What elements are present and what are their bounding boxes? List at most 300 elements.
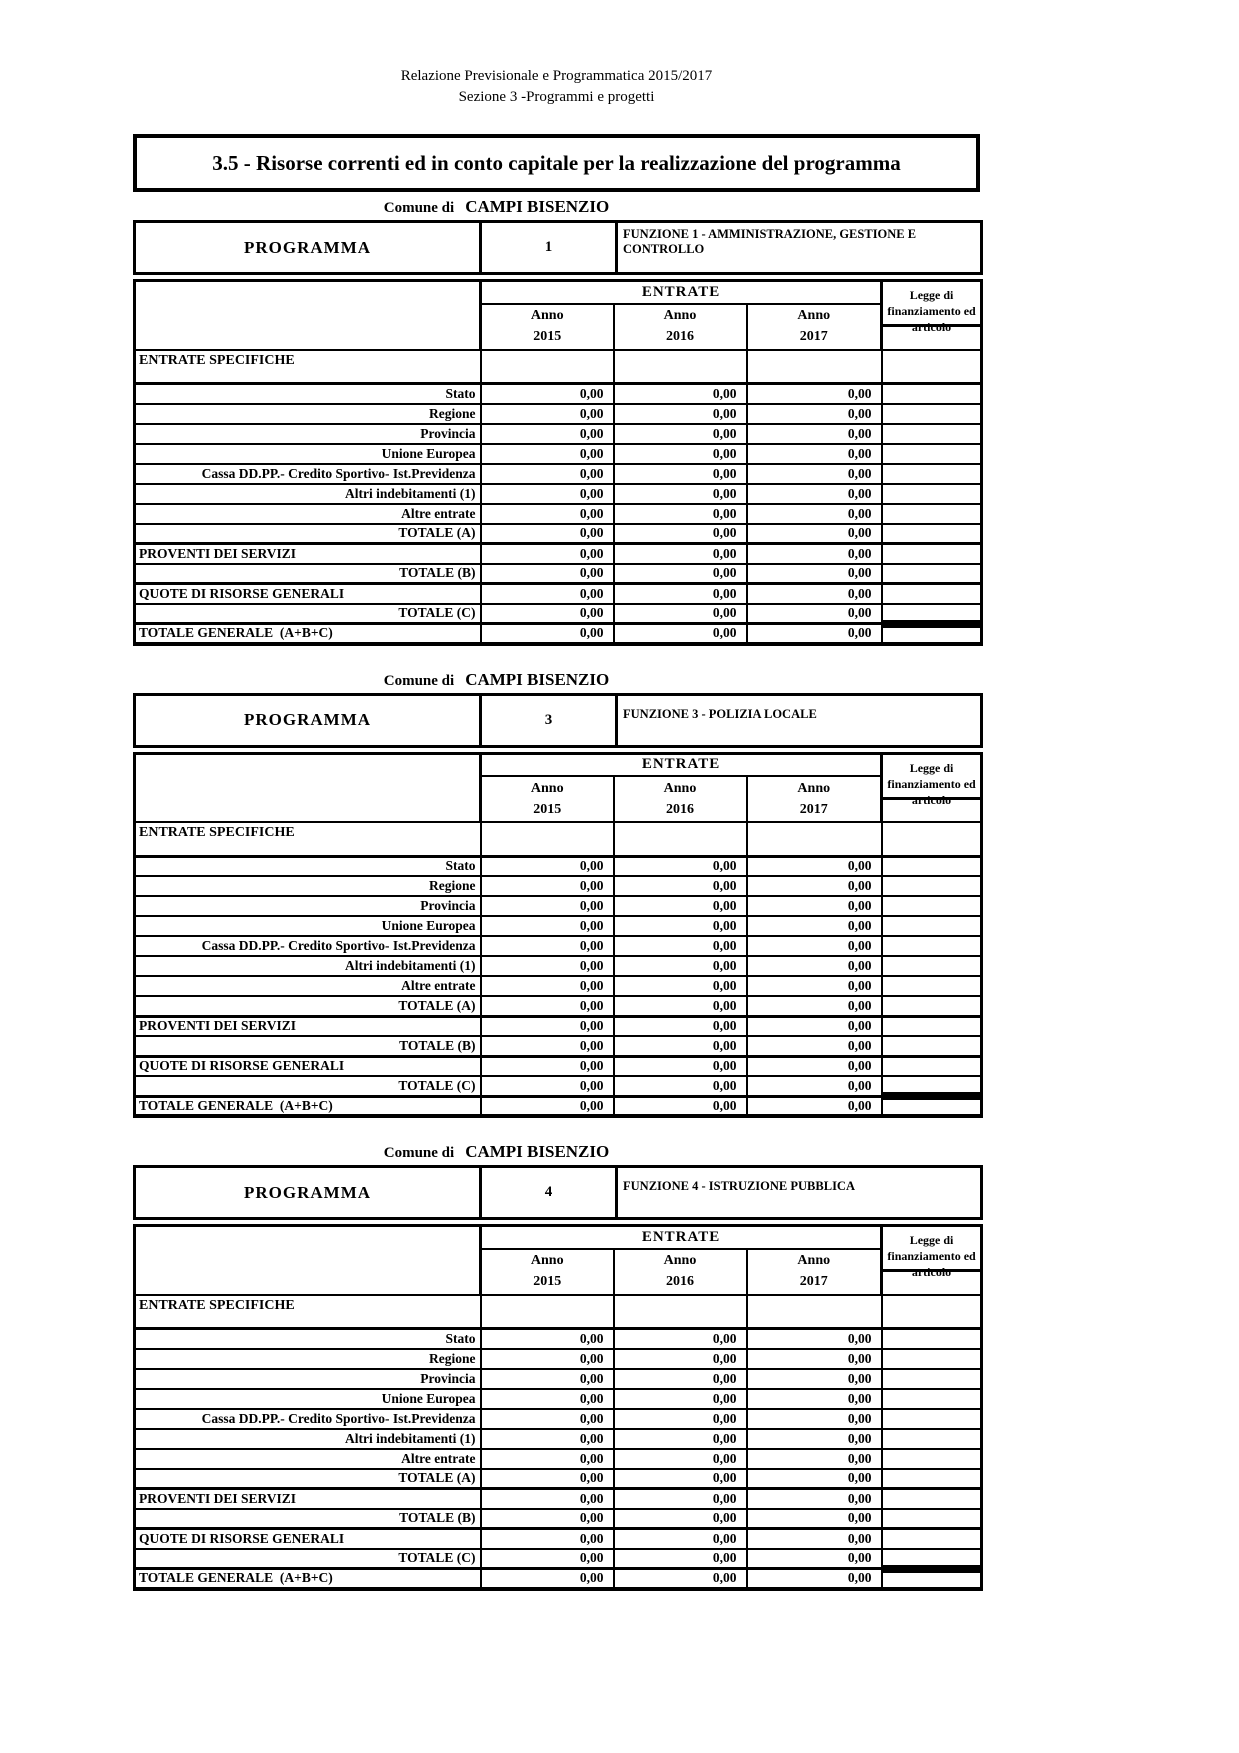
empty-cell [481,822,614,856]
section-title: 3.5 - Risorse correnti ed in conto capitale per la realizzazione del programma [212,150,901,175]
header-blank-cell [135,753,481,822]
value-2015: 0,00 [481,876,614,896]
empty-cell [882,350,982,384]
entrate-header: ENTRATE [481,753,882,776]
row-label: Stato [135,384,481,404]
programma-funzione: FUNZIONE 3 - POLIZIA LOCALE [617,694,982,746]
anno-year-1: 2015 [533,801,562,817]
value-2017: 0,00 [747,856,882,876]
value-2017: 0,00 [747,564,882,584]
value-2017: 0,00 [747,1489,882,1509]
value-2016: 0,00 [614,1056,747,1076]
programma-number: 4 [481,1167,617,1219]
legge-value-cell [882,604,982,624]
legge-value-cell [882,544,982,564]
value-2016: 0,00 [614,1509,747,1529]
empty-cell [481,350,614,384]
row-label: TOTALE (A) [135,524,481,544]
table-row [135,956,982,976]
anno-year-2: 2016 [666,1274,694,1289]
table-row [135,996,982,1016]
row-label: TOTALE GENERALE (A+B+C) [135,1096,481,1116]
entrate-table [133,279,983,646]
table-row [135,1469,982,1489]
entrate-specifiche-row [135,350,982,384]
anno-2015-header [481,776,614,822]
row-label: Cassa DD.PP.- Credito Sportivo- Ist.Previdenza [135,1409,481,1429]
value-2015: 0,00 [481,1096,614,1116]
legge-value-cell [882,1076,982,1096]
value-2016: 0,00 [614,1469,747,1489]
programma-label: PROGRAMMA [135,1167,481,1219]
value-2015: 0,00 [481,1036,614,1056]
value-2016: 0,00 [614,484,747,504]
table-row [135,876,982,896]
anno-year-2: 2016 [666,329,694,344]
programma-header-table [133,1165,983,1220]
row-label: Unione Europea [135,1389,481,1409]
anno-year-1: 2015 [533,329,562,344]
programma-header-table [133,220,983,275]
legge-value-cell [882,524,982,544]
value-2017: 0,00 [747,1429,882,1449]
document-header-line2: Sezione 3 -Programmi e progetti [458,89,655,105]
entrate-specifiche-label: ENTRATE SPECIFICHE [135,1295,481,1329]
entrate-specifiche-row [135,822,982,856]
legge-value-cell [882,504,982,524]
table-row [135,1349,982,1369]
header-blank-cell [135,281,481,350]
value-2017: 0,00 [747,1096,882,1116]
legge-value-cell [882,584,982,604]
row-label: TOTALE (A) [135,996,481,1016]
value-2015: 0,00 [481,484,614,504]
value-2017: 0,00 [747,384,882,404]
table-row [135,896,982,916]
row-label: TOTALE (C) [135,604,481,624]
value-2016: 0,00 [614,1409,747,1429]
value-2016: 0,00 [614,1096,747,1116]
entrate-header: ENTRATE [481,1226,882,1249]
table-row [135,936,982,956]
value-2015: 0,00 [481,584,614,604]
value-2016: 0,00 [614,1329,747,1349]
value-2015: 0,00 [481,996,614,1016]
table-row [135,1449,982,1469]
table-row [135,504,982,524]
table-row [135,544,982,564]
value-2017: 0,00 [747,484,882,504]
value-2017: 0,00 [747,424,882,444]
value-2015: 0,00 [481,1529,614,1549]
row-label: TOTALE (A) [135,1469,481,1489]
anno-2016-header [614,776,747,822]
value-2017: 0,00 [747,1329,882,1349]
legge-value-cell [882,1549,982,1569]
value-2017: 0,00 [747,1449,882,1469]
row-label: TOTALE GENERALE (A+B+C) [135,1569,481,1589]
page-content [133,0,980,1591]
legge-value-cell [882,856,982,876]
table-row [135,1369,982,1389]
value-2015: 0,00 [481,1329,614,1349]
programma-label: PROGRAMMA [135,694,481,746]
row-label: Altre entrate [135,504,481,524]
document-header [133,0,980,108]
programma-label: PROGRAMMA [135,222,481,274]
section-title-box [133,134,980,192]
legge-value-cell [882,404,982,424]
row-label: PROVENTI DEI SERVIZI [135,1016,481,1036]
legge-value-cell [882,1349,982,1369]
legge-value-cell [882,1409,982,1429]
value-2017: 0,00 [747,1036,882,1056]
value-2017: 0,00 [747,1016,882,1036]
program-section [133,670,980,1119]
table-row [135,524,982,544]
value-2016: 0,00 [614,1016,747,1036]
header-blank-cell [135,1226,481,1295]
row-label: QUOTE DI RISORSE GENERALI [135,1056,481,1076]
row-label: Regione [135,1349,481,1369]
value-2016: 0,00 [614,384,747,404]
value-2015: 0,00 [481,1016,614,1036]
legge-value-cell [882,1369,982,1389]
legge-value-cell [882,896,982,916]
value-2015: 0,00 [481,1449,614,1469]
legge-value-cell [882,1056,982,1076]
table-row [135,464,982,484]
legge-header-line2: articolo [911,1265,952,1279]
value-2017: 0,00 [747,976,882,996]
value-2016: 0,00 [614,856,747,876]
row-label: Regione [135,404,481,424]
legge-header-cell [882,753,982,822]
comune-value: CAMPI BISENZIO [465,1142,610,1161]
row-label: TOTALE (B) [135,1036,481,1056]
row-label: Provincia [135,424,481,444]
legge-header-line1: Legge di finanziamento ed [887,760,976,791]
table-row [135,1016,982,1036]
comune-label: Comune di [383,1145,455,1161]
value-2016: 0,00 [614,444,747,464]
legge-header-line1: Legge di finanziamento ed [887,1233,976,1263]
table-row [135,1389,982,1409]
entrate-specifiche-label: ENTRATE SPECIFICHE [135,822,481,856]
value-2016: 0,00 [614,404,747,424]
table-row [135,1056,982,1076]
value-2016: 0,00 [614,1036,747,1056]
legge-value-cell [882,956,982,976]
value-2015: 0,00 [481,564,614,584]
row-label: Altre entrate [135,1449,481,1469]
value-2017: 0,00 [747,996,882,1016]
value-2016: 0,00 [614,976,747,996]
anno-year-3: 2017 [799,329,828,344]
legge-value-cell [882,1036,982,1056]
anno-year-3: 2017 [799,801,828,817]
anno-label: Anno [530,308,564,323]
value-2015: 0,00 [481,1076,614,1096]
anno-year-2: 2016 [666,801,694,817]
row-label: QUOTE DI RISORSE GENERALI [135,584,481,604]
value-2015: 0,00 [481,384,614,404]
table-row [135,1569,982,1589]
anno-year-1: 2015 [533,1274,562,1289]
value-2017: 0,00 [747,1509,882,1529]
entrate-table [133,1224,983,1591]
value-2015: 0,00 [481,624,614,644]
table-row [135,1529,982,1549]
value-2016: 0,00 [614,876,747,896]
value-2015: 0,00 [481,1056,614,1076]
row-label: Altre entrate [135,976,481,996]
value-2016: 0,00 [614,1076,747,1096]
empty-cell [747,1295,882,1329]
table-row [135,444,982,464]
table-row [135,384,982,404]
value-2016: 0,00 [614,936,747,956]
row-label: TOTALE (B) [135,564,481,584]
row-label: TOTALE GENERALE (A+B+C) [135,624,481,644]
table-row [135,856,982,876]
anno-label: Anno [530,1253,564,1268]
value-2017: 0,00 [747,444,882,464]
value-2016: 0,00 [614,584,747,604]
value-2016: 0,00 [614,896,747,916]
anno-2016-header [614,1249,747,1295]
value-2016: 0,00 [614,524,747,544]
legge-value-cell [882,876,982,896]
row-label: TOTALE (B) [135,1509,481,1529]
anno-label: Anno [530,780,564,796]
programs-container [133,197,980,1591]
value-2017: 0,00 [747,1549,882,1569]
value-2015: 0,00 [481,504,614,524]
table-row [135,424,982,444]
value-2017: 0,00 [747,1389,882,1409]
program-section [133,1142,980,1591]
legge-value-cell [882,564,982,584]
empty-cell [882,1295,982,1329]
empty-cell [481,1295,614,1329]
value-2016: 0,00 [614,464,747,484]
value-2017: 0,00 [747,624,882,644]
row-label: Unione Europea [135,444,481,464]
value-2016: 0,00 [614,1429,747,1449]
value-2017: 0,00 [747,1469,882,1489]
legge-value-cell [882,1449,982,1469]
value-2017: 0,00 [747,524,882,544]
legge-header-text [883,1227,980,1279]
comune-line [133,1142,980,1165]
table-row [135,1489,982,1509]
anno-label: Anno [797,1253,831,1268]
legge-header-line2: articolo [911,792,952,807]
value-2015: 0,00 [481,1409,614,1429]
table-row [135,1096,982,1116]
legge-header-text [883,755,980,807]
programma-header-table [133,693,983,748]
value-2015: 0,00 [481,896,614,916]
value-2017: 0,00 [747,404,882,424]
empty-cell [747,822,882,856]
legge-header-line1: Legge di finanziamento ed [887,288,976,318]
legge-value-cell [882,1096,982,1116]
value-2017: 0,00 [747,604,882,624]
value-2015: 0,00 [481,976,614,996]
empty-cell [882,822,982,856]
comune-value: CAMPI BISENZIO [465,669,610,689]
row-label: Cassa DD.PP.- Credito Sportivo- Ist.Previdenza [135,936,481,956]
value-2016: 0,00 [614,1529,747,1549]
legge-header-text [883,282,980,334]
value-2015: 0,00 [481,1469,614,1489]
value-2016: 0,00 [614,996,747,1016]
legge-value-cell [882,484,982,504]
table-row [135,604,982,624]
value-2016: 0,00 [614,1449,747,1469]
table-rows [135,384,982,644]
value-2016: 0,00 [614,1389,747,1409]
anno-2016-header [614,304,747,350]
legge-value-cell [882,996,982,1016]
comune-line [133,670,980,693]
value-2015: 0,00 [481,404,614,424]
legge-value-cell [882,1509,982,1529]
value-2015: 0,00 [481,544,614,564]
value-2015: 0,00 [481,1509,614,1529]
value-2016: 0,00 [614,1369,747,1389]
anno-2017-header [747,1249,882,1295]
value-2015: 0,00 [481,856,614,876]
value-2016: 0,00 [614,624,747,644]
row-label: Provincia [135,896,481,916]
legge-header-cell [882,281,982,350]
table-row [135,404,982,424]
value-2015: 0,00 [481,524,614,544]
value-2017: 0,00 [747,1409,882,1429]
value-2017: 0,00 [747,584,882,604]
document-header-line1: Relazione Previsionale e Programmatica 2015/2017 [400,68,713,84]
legge-value-cell [882,1329,982,1349]
row-label: Altri indebitamenti (1) [135,484,481,504]
programma-number: 1 [481,222,617,274]
legge-header-line2: articolo [911,320,952,334]
value-2016: 0,00 [614,1549,747,1569]
programma-funzione: FUNZIONE 1 - AMMINISTRAZIONE, GESTIONE E CONTROLLO [617,222,982,274]
legge-value-cell [882,624,982,644]
anno-2017-header [747,304,882,350]
entrate-table [133,752,983,1119]
anno-label: Anno [797,308,831,323]
table-row [135,624,982,644]
row-label: QUOTE DI RISORSE GENERALI [135,1529,481,1549]
value-2017: 0,00 [747,504,882,524]
value-2015: 0,00 [481,1549,614,1569]
value-2017: 0,00 [747,1569,882,1589]
value-2017: 0,00 [747,956,882,976]
legge-value-cell [882,1389,982,1409]
anno-2017-header [747,776,882,822]
empty-cell [614,1295,747,1329]
comune-label: Comune di [383,200,455,216]
value-2015: 0,00 [481,464,614,484]
programma-funzione: FUNZIONE 4 - ISTRUZIONE PUBBLICA [617,1167,982,1219]
legge-value-cell [882,1569,982,1589]
anno-year-3: 2017 [799,1274,828,1289]
value-2017: 0,00 [747,544,882,564]
legge-value-cell [882,444,982,464]
value-2015: 0,00 [481,444,614,464]
value-2016: 0,00 [614,1569,747,1589]
legge-value-cell [882,464,982,484]
value-2015: 0,00 [481,1489,614,1509]
row-label: TOTALE (C) [135,1549,481,1569]
anno-label: Anno [663,1253,697,1268]
value-2016: 0,00 [614,504,747,524]
entrate-specifiche-row [135,1295,982,1329]
legge-value-cell [882,1429,982,1449]
value-2017: 0,00 [747,1529,882,1549]
value-2017: 0,00 [747,1076,882,1096]
table-row [135,1409,982,1429]
value-2015: 0,00 [481,1569,614,1589]
anno-label: Anno [663,780,697,796]
value-2016: 0,00 [614,424,747,444]
table-row [135,564,982,584]
legge-value-cell [882,424,982,444]
table-row [135,1036,982,1056]
value-2015: 0,00 [481,1429,614,1449]
legge-value-cell [882,1469,982,1489]
legge-header-cell [882,1226,982,1295]
row-label: Altri indebitamenti (1) [135,1429,481,1449]
value-2017: 0,00 [747,464,882,484]
value-2015: 0,00 [481,604,614,624]
legge-value-cell [882,916,982,936]
program-section [133,197,980,646]
value-2015: 0,00 [481,956,614,976]
comune-value: CAMPI BISENZIO [465,197,610,216]
programma-number: 3 [481,694,617,746]
legge-value-cell [882,1529,982,1549]
value-2017: 0,00 [747,1369,882,1389]
anno-label: Anno [797,780,831,796]
empty-cell [747,350,882,384]
table-row [135,976,982,996]
legge-value-cell [882,1489,982,1509]
table-row [135,1509,982,1529]
entrate-header: ENTRATE [481,281,882,304]
comune-label: Comune di [383,672,455,689]
legge-value-cell [882,1016,982,1036]
value-2015: 0,00 [481,1349,614,1369]
row-label: TOTALE (C) [135,1076,481,1096]
value-2015: 0,00 [481,1389,614,1409]
table-rows [135,856,982,1116]
value-2015: 0,00 [481,936,614,956]
value-2016: 0,00 [614,604,747,624]
row-label: Regione [135,876,481,896]
row-label: PROVENTI DEI SERVIZI [135,1489,481,1509]
value-2017: 0,00 [747,1349,882,1369]
value-2016: 0,00 [614,1489,747,1509]
row-label: Provincia [135,1369,481,1389]
value-2017: 0,00 [747,896,882,916]
value-2015: 0,00 [481,424,614,444]
value-2015: 0,00 [481,916,614,936]
